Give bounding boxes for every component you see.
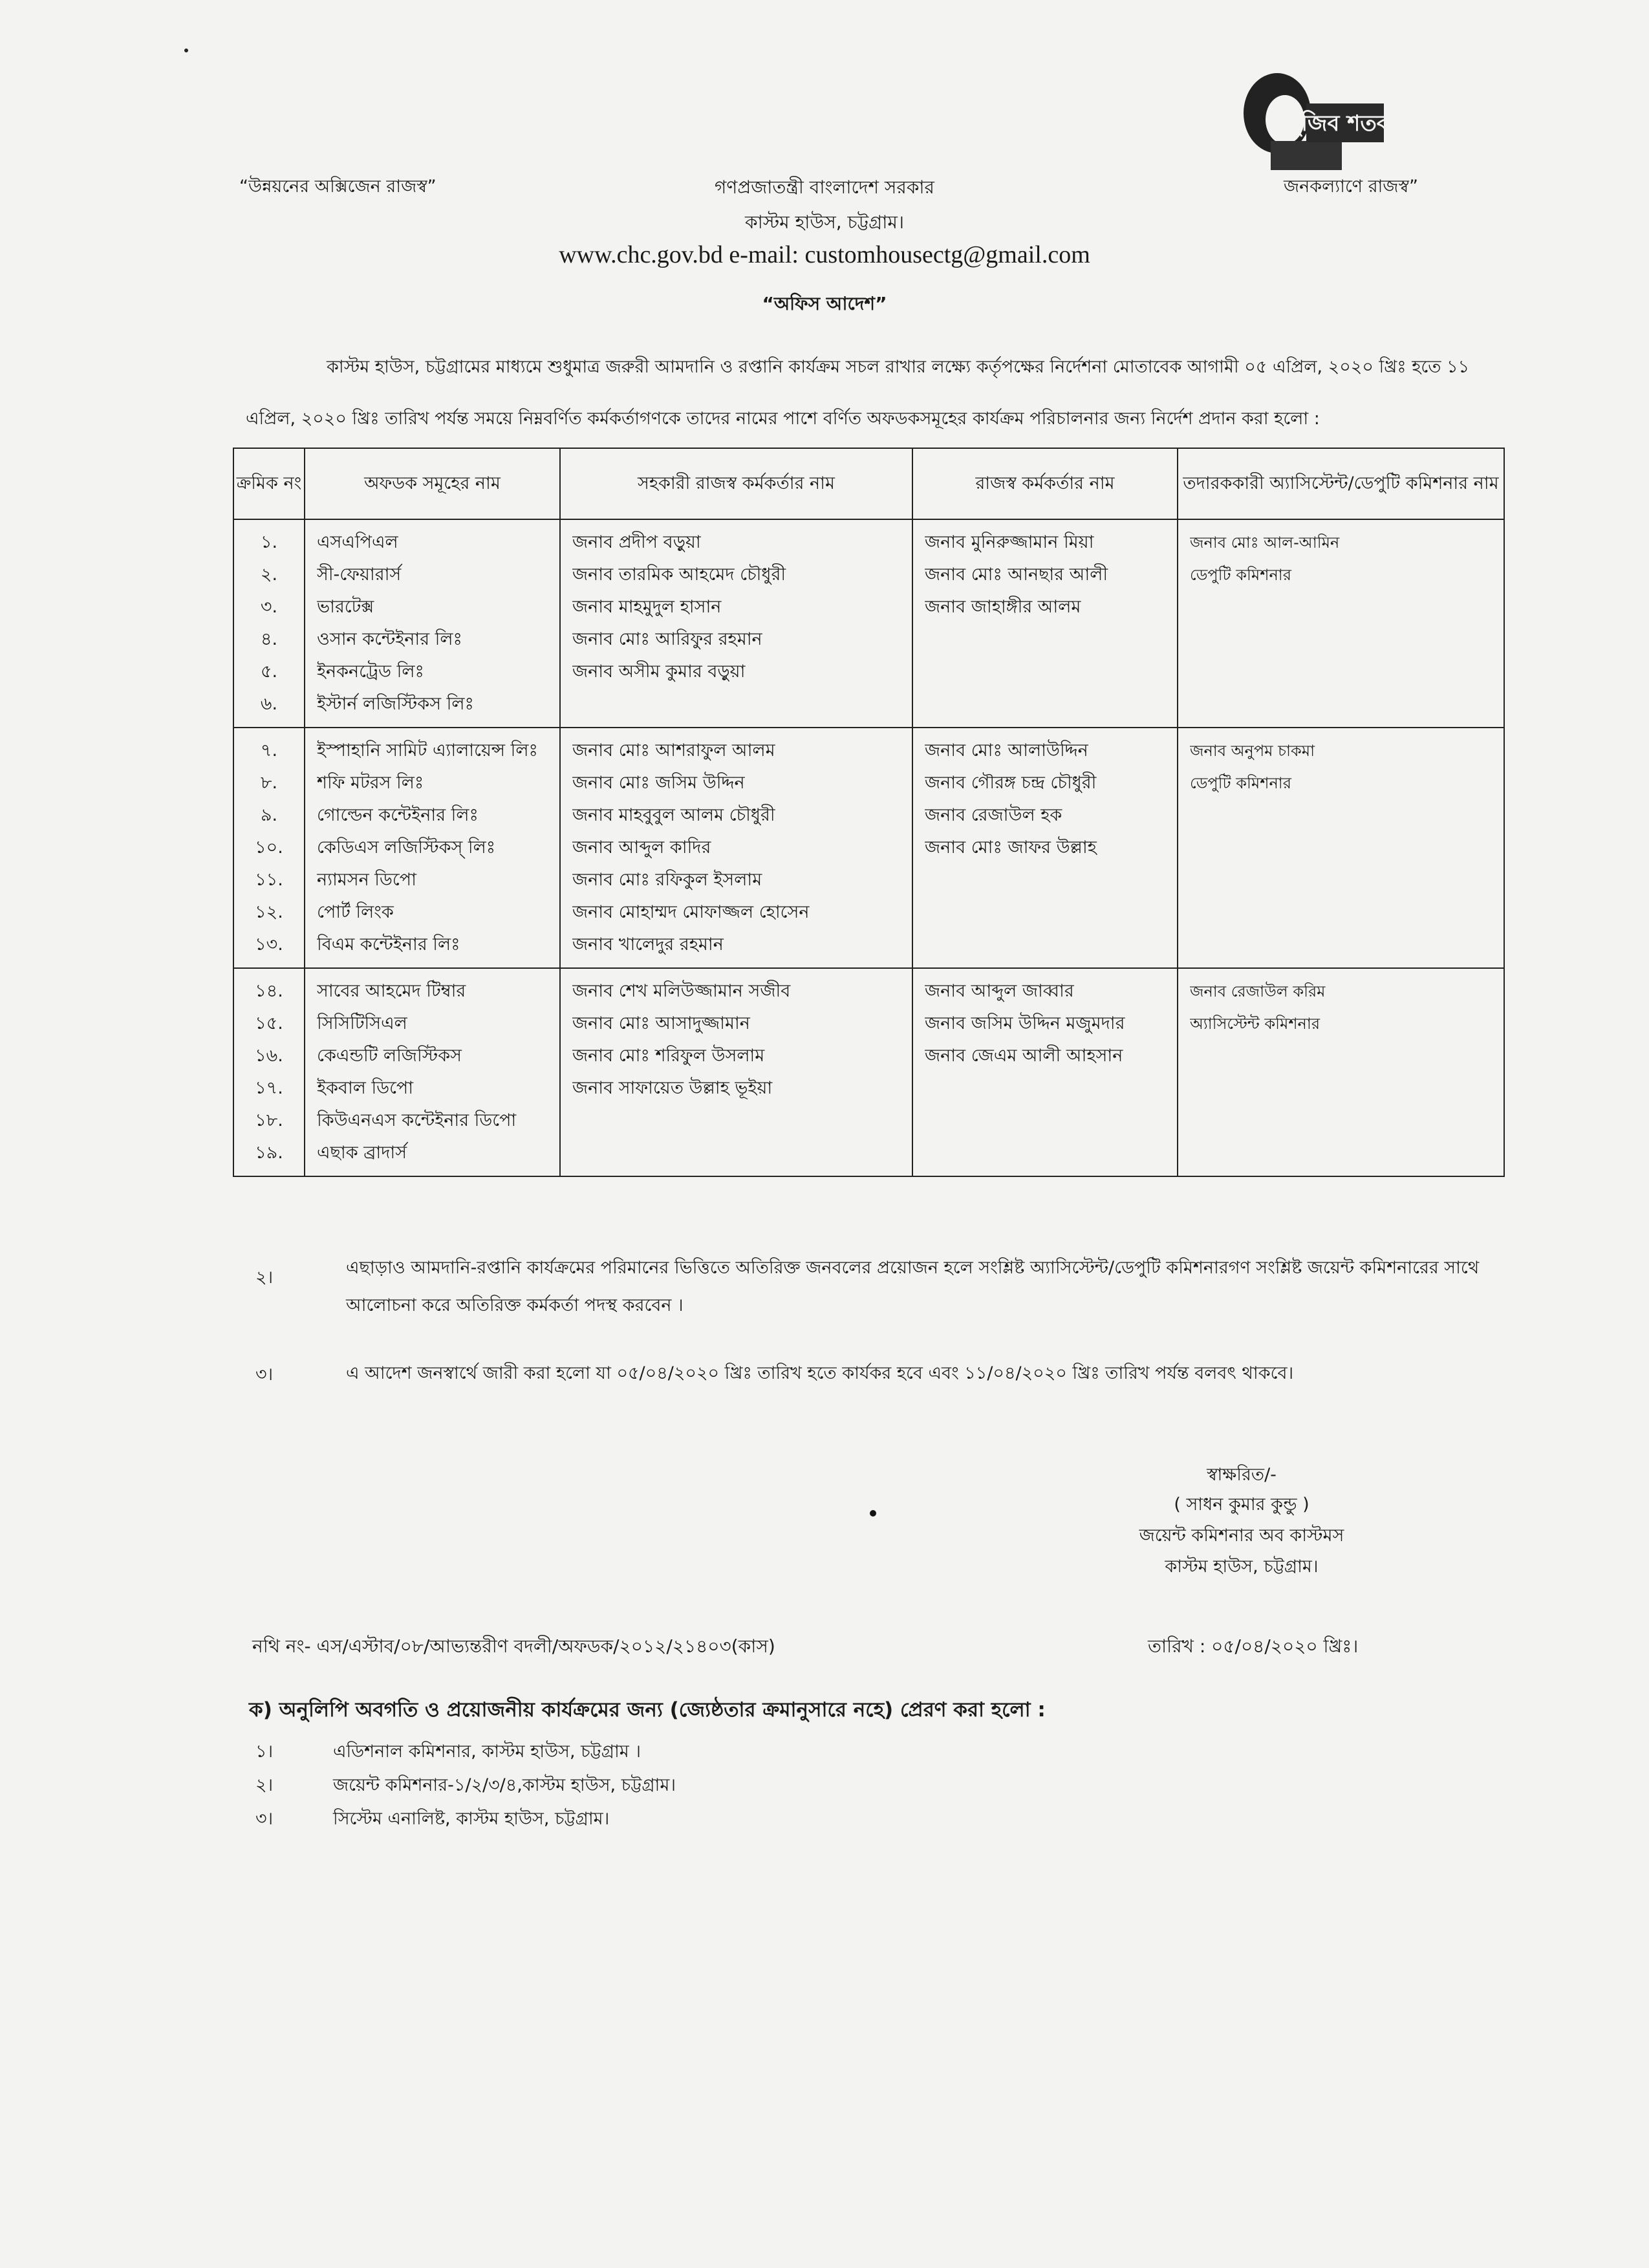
ro-line: জনাব জাহাঙ্গীর আলম (925, 597, 1081, 617)
offdock-line: ন্যামসন ডিপো (317, 870, 416, 890)
signature-designation: জয়েন্ট কমিশনার অব কাস্টমস (1139, 1526, 1344, 1546)
offdock-line: বিএম কন্টেইনার লিঃ (317, 934, 460, 955)
serial-line: ৫. (260, 662, 278, 682)
slogan-left: “উন্নয়নের অক্সিজেন রাজস্ব” (239, 177, 436, 197)
government-name: গণপ্রজাতন্ত্রী বাংলাদেশ সরকার (715, 177, 934, 198)
table-header-row (233, 448, 1504, 519)
copy-number: ৩। (255, 1809, 274, 1829)
memo-date: তারিখ : ০৫/০৪/২০২০ খ্রিঃ। (1148, 1636, 1359, 1657)
ro-line: জনাব জেএম আলী আহসান (925, 1046, 1123, 1066)
copy-number: ১। (255, 1742, 274, 1762)
offdock-cell (305, 728, 560, 968)
copies-heading: ক) অনুলিপি অবগতি ও প্রয়োজনীয় কার্যক্রমের জন্য (জ্যেষ্ঠতার ক্রমানুসারে নহে) প্রেরণ করা হলো : (249, 1698, 1046, 1722)
offdock-line: শফি মটরস লিঃ (317, 773, 424, 793)
inspector-line: ডেপুটি কমিশনার (1190, 774, 1291, 792)
ro-line: জনাব মুনিরুজ্জামান মিয়া (925, 532, 1094, 552)
table-group-row (233, 968, 1504, 1176)
aro-line: জনাব মোঃ জসিম উদ্দিন (572, 773, 745, 793)
serial-line: ১৪. (255, 981, 283, 1001)
copy-text: সিস্টেম এনালিষ্ট, কাস্টম হাউস, চট্টগ্রাম। (333, 1809, 610, 1829)
ro-line: জনাব আব্দুল জাব্বার (925, 981, 1074, 1001)
aro-line: জনাব অসীম কুমার বড়ুয়া (572, 662, 746, 682)
inspector-cell (1178, 728, 1504, 968)
serial-line: ১১. (255, 870, 283, 890)
offdock-line: সী-ফেয়ারার্স (317, 565, 402, 585)
copy-text: এডিশনাল কমিশনার, কাস্টম হাউস, চট্টগ্রাম । (333, 1742, 641, 1762)
offdock-line: কেএন্ডটি লজিস্টিকস (317, 1046, 462, 1066)
intro-paragraph (246, 341, 1497, 445)
copy-text: জয়েন্ট কমিশনার-১/২/৩/৪,কাস্টম হাউস, চট্টগ্রাম। (333, 1775, 676, 1795)
offdock-cell (305, 968, 560, 1176)
serial-line: ৩. (260, 597, 278, 617)
inspector-line: জনাব অনুপম চাকমা (1190, 742, 1315, 760)
offdock-line: ইস্পাহানি সামিট এ্যালায়েন্স লিঃ (317, 740, 538, 761)
aro-line: জনাব খালেদুর রহমান (572, 934, 724, 955)
copy-number: ২। (255, 1775, 274, 1795)
paragraph-3-text: এ আদেশ জনস্বার্থে জারী করা হলো যা ০৫/০৪/২০২০ খ্রিঃ তারিখ হতে কার্যকর হবে এবং ১১/০৪/২০২০ খ্রিঃ তারিখ পর্যন্ত বলবৎ থাকবে। (346, 1363, 1294, 1383)
aro-line: জনাব মোঃ আসাদুজ্জামান (572, 1013, 750, 1033)
aro-line: জনাব মোঃ আশরাফুল আলম (572, 740, 775, 761)
offdock-line: সিসিটিসিএল (317, 1013, 407, 1033)
aro-line: জনাব মোহাম্মদ মোফাজ্জল হোসেন (572, 902, 810, 922)
offdock-line: ইকবাল ডিপো (317, 1078, 414, 1098)
signature-signed: স্বাক্ষরিত/- (1207, 1465, 1277, 1485)
serial-line: ৭. (260, 740, 278, 761)
aro-line: জনাব প্রদীপ বড়ুয়া (572, 532, 701, 552)
assignment-table (233, 448, 1505, 1177)
serial-line: ১২. (255, 902, 283, 922)
aro-line: জনাব শেখ মলিউজ্জামান সজীব (572, 981, 791, 1001)
serial-line: ৮. (260, 773, 278, 793)
order-title: “অফিস আদেশ” (762, 293, 887, 314)
copy-item (255, 1806, 609, 1835)
serial-line: ৯. (260, 805, 278, 825)
offdock-line: কেডিএস লজিস্টিকস্ লিঃ (317, 837, 496, 858)
ro-line: জনাব মোঃ আলাউদ্দিন (925, 740, 1088, 761)
offdock-line: ইস্টার্ন লজিস্টিকস লিঃ (317, 694, 474, 714)
serial-line: ১৯. (255, 1143, 283, 1163)
signature-name: ( সাধন কুমার কুন্ডু ) (1174, 1495, 1310, 1515)
offdock-line: গোল্ডেন কন্টেইনার লিঃ (317, 805, 479, 825)
ro-line: জনাব জসিম উদ্দিন মজুমদার (925, 1013, 1125, 1033)
serial-line: ১৬. (255, 1046, 283, 1066)
copy-item (255, 1738, 641, 1767)
inspector-line: জনাব মোঃ আল-আমিন (1190, 534, 1340, 552)
offdock-line: সাবের আহমেদ টিম্বার (317, 981, 466, 1001)
ro-cell (912, 968, 1178, 1176)
table-group-row (233, 728, 1504, 968)
offdock-line: ওসান কন্টেইনার লিঃ (317, 629, 462, 649)
offdock-cell (305, 519, 560, 728)
aro-line: জনাব তারমিক আহমেদ চৌধুরী (572, 565, 786, 585)
header-inspector: তদারককারী অ্যাসিস্টেন্ট/ডেপুটি কমিশনার নাম (1178, 448, 1504, 519)
offdock-line: ভারটেক্স (317, 597, 374, 617)
aro-cell (560, 519, 912, 728)
offdock-line: পোর্ট লিংক (317, 902, 394, 922)
header-ro: রাজস্ব কর্মকর্তার নাম (912, 448, 1178, 519)
serial-cell (233, 728, 305, 968)
mujib-borsho-logo (1232, 58, 1432, 171)
ro-line: জনাব মোঃ জাফর উল্লাহ (925, 837, 1097, 858)
inspector-line: অ্যাসিস্টেন্ট কমিশনার (1190, 1015, 1320, 1033)
serial-line: ১০. (255, 837, 283, 858)
aro-line: জনাব মোঃ আরিফুর রহমান (572, 629, 762, 649)
serial-line: ২. (260, 565, 278, 585)
aro-line: জনাব আব্দুল কাদির (572, 837, 711, 858)
inspector-cell (1178, 968, 1504, 1176)
scan-mark (184, 49, 188, 52)
aro-line: জনাব মোঃ শরিফুল উসলাম (572, 1046, 765, 1066)
offdock-line: এসএপিএল (317, 532, 398, 552)
table-group-row (233, 519, 1504, 728)
aro-cell (560, 968, 912, 1176)
paragraph-3-number: ৩। (255, 1365, 274, 1385)
intro-text: কাস্টম হাউস, চট্টগ্রামের মাধ্যমে শুধুমাত্র জরুরী আমদানি ও রপ্তানি কার্যক্রম সচল রাখার লক্ষ্যে কর্তৃপক্ষের নির্দেশনা মোতাবেক আগামী ০৫ এপ্রিল, ২০২০ খ্রিঃ হতে ১১ এপ্রিল, ২০২০ খ্রিঃ তারিখ পর্যন্ত সময়ে নিম্নবর্ণিত কর্মকর্তাগণকে তাদের নামের পাশে বর্ণিত অফডকসমূহের কার্যক্রম পরিচালনার জন্য নির্দেশ প্রদান করা হলো : (246, 357, 1470, 429)
serial-line: ১৭. (255, 1078, 283, 1098)
offdock-line: এছাক ব্রাদার্স (317, 1143, 407, 1163)
paragraph-2-text: এছাড়াও আমদানি-রপ্তানি কার্যক্রমের পরিমানের ভিত্তিতে অতিরিক্ত জনবলের প্রয়োজন হলে সংশ্লিষ্ট অ্যাসিস্টেন্ট/ডেপুটি কমিশনারগণ সংশ্লিষ্ট জয়েন্ট কমিশনারের সাথে আলোচনা করে অতিরিক্ত কর্মকর্তা পদস্থ করবেন । (346, 1258, 1480, 1315)
signature-office: কাস্টম হাউস, চট্টগ্রাম। (1165, 1557, 1319, 1577)
header-serial: ক্রমিক নং (233, 448, 305, 519)
slogan-right: জনকল্যাণে রাজস্ব” (1284, 177, 1418, 197)
header-offdock: অফডক সমূহের নাম (305, 448, 560, 519)
aro-line: জনাব মাহমুদুল হাসান (572, 597, 722, 617)
inspector-line: ডেপুটি কমিশনার (1190, 566, 1291, 584)
serial-line: ১. (260, 532, 278, 552)
serial-line: ৪. (260, 629, 278, 649)
scan-dot (870, 1510, 876, 1517)
inspector-cell (1178, 519, 1504, 728)
serial-line: ১৮. (255, 1110, 283, 1130)
serial-line: ৬. (260, 694, 278, 714)
serial-line: ১৫. (255, 1013, 283, 1033)
copy-item (255, 1772, 676, 1801)
aro-cell (560, 728, 912, 968)
ro-line: জনাব গৌরঙ্গ চন্দ্র চৌধুরী (925, 773, 1097, 793)
offdock-line: ইনকনট্রেড লিঃ (317, 662, 424, 682)
ro-cell (912, 519, 1178, 728)
aro-line: জনাব সাফায়েত উল্লাহ ভূইয়া (572, 1078, 773, 1098)
offdock-line: কিউএনএস কন্টেইনার ডিপো (317, 1110, 517, 1130)
website-email: www.chc.gov.bd e-mail: customhousectg@gmail.com (559, 241, 1090, 268)
serial-line: ১৩. (255, 934, 283, 955)
header-aro: সহকারী রাজস্ব কর্মকর্তার নাম (560, 448, 912, 519)
logo-text: মুজিব শতবর্ষ (1289, 111, 1401, 136)
inspector-line: জনাব রেজাউল করিম (1190, 982, 1326, 1000)
serial-cell (233, 968, 305, 1176)
ro-line: জনাব রেজাউল হক (925, 805, 1062, 825)
ro-line: জনাব মোঃ আনছার আলী (925, 565, 1108, 585)
ro-cell (912, 728, 1178, 968)
paragraph-2-number: ২। (255, 1268, 274, 1288)
serial-cell (233, 519, 305, 728)
aro-line: জনাব মোঃ রফিকুল ইসলাম (572, 870, 762, 890)
office-name: কাস্টম হাউস, চট্টগ্রাম। (745, 211, 904, 233)
aro-line: জনাব মাহবুবুল আলম চৌধুরী (572, 805, 775, 825)
memo-number: নথি নং- এস/এস্টাব/০৮/আভ্যন্তরীণ বদলী/অফডক/২০১২/২১৪০৩(কাস) (252, 1636, 775, 1657)
